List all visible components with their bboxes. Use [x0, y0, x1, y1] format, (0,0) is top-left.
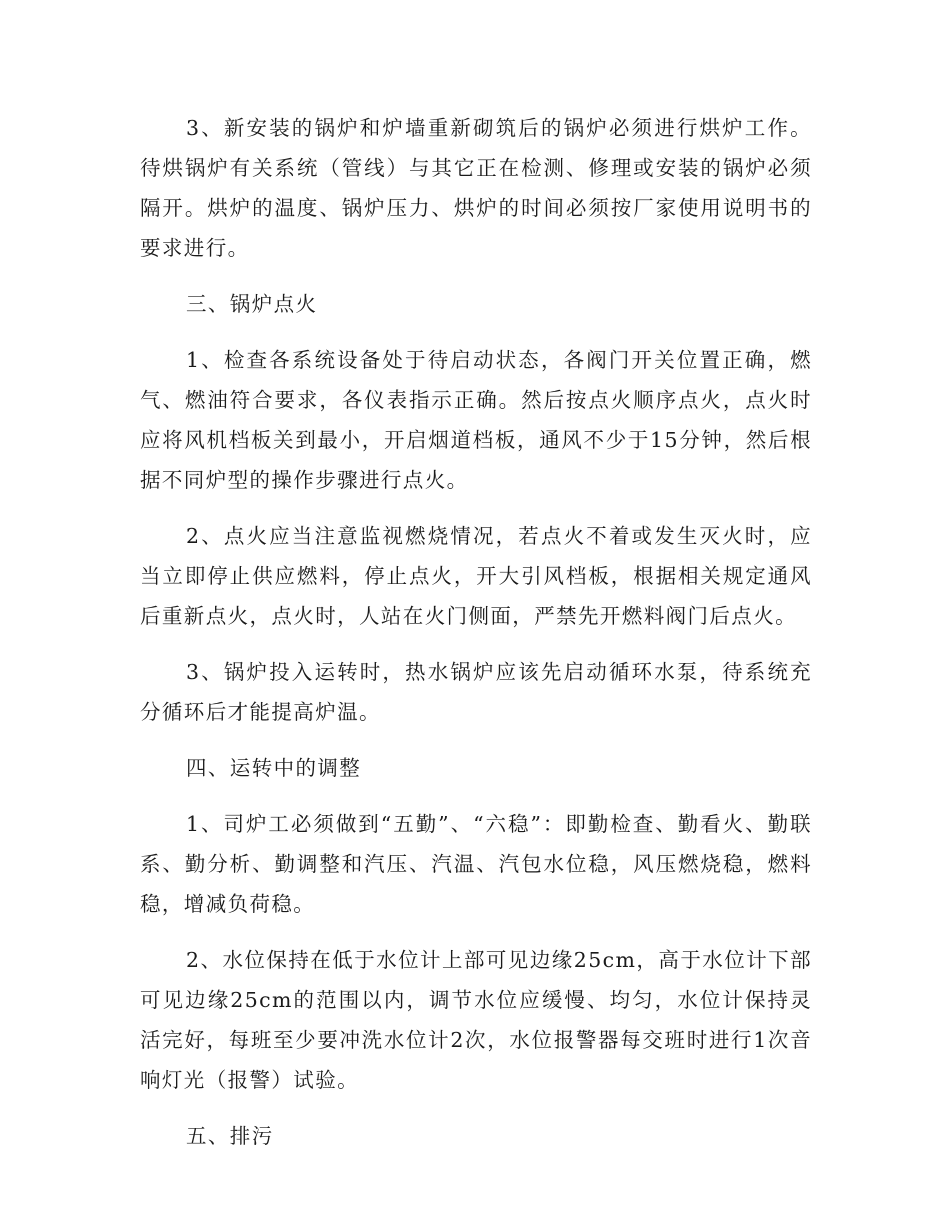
section-heading-blowdown: 五、排污: [186, 1124, 274, 1148]
document-body: [140, 108, 812, 1172]
section-heading-ignition: 三、锅炉点火: [186, 292, 318, 316]
paragraph-water-level: 2、水位保持在低于水位计上部可见边缘25cm，高于水位计下部可见边缘25cm的范围以内，调节水位应缓慢、均匀，水位计保持灵活完好，每班至少要冲洗水位计2次，水位报警器每交班时进行1次音响灯光（报警）试验。: [140, 948, 812, 1092]
paragraph-ignition-check: 1、检查各系统设备处于待启动状态，各阀门开关位置正确，燃气、燃油符合要求，各仪表指示正确。然后按点火顺序点火，点火时应将风机档板关到最小，开启烟道档板，通风不少于15分钟，然后根据不同炉型的操作步骤进行点火。: [140, 348, 812, 492]
paragraph-ignition-monitor: 2、点火应当注意监视燃烧情况，若点火不着或发生灭火时，应当立即停止供应燃料，停止点火，开大引风档板，根据相关规定通风后重新点火，点火时，人站在火门侧面，严禁先开燃料阀门后点火。: [140, 524, 812, 628]
paragraph-stoker-duties: 1、司炉工必须做到“五勤”、“六稳”：即勤检查、勤看火、勤联系、勤分析、勤调整和汽压、汽温、汽包水位稳，风压燃烧稳，燃料稳，增减负荷稳。: [140, 812, 812, 916]
paragraph-oven-drying: 3、新安装的锅炉和炉墙重新砌筑后的锅炉必须进行烘炉工作。待烘锅炉有关系统（管线）与其它正在检测、修理或安装的锅炉必须隔开。烘炉的温度、锅炉压力、烘炉的时间必须按厂家使用说明书的要求进行。: [140, 116, 812, 260]
paragraph-operation-start: 3、锅炉投入运转时，热水锅炉应该先启动循环水泵，待系统充分循环后才能提高炉温。: [140, 660, 812, 724]
section-heading-adjustment: 四、运转中的调整: [186, 756, 362, 780]
